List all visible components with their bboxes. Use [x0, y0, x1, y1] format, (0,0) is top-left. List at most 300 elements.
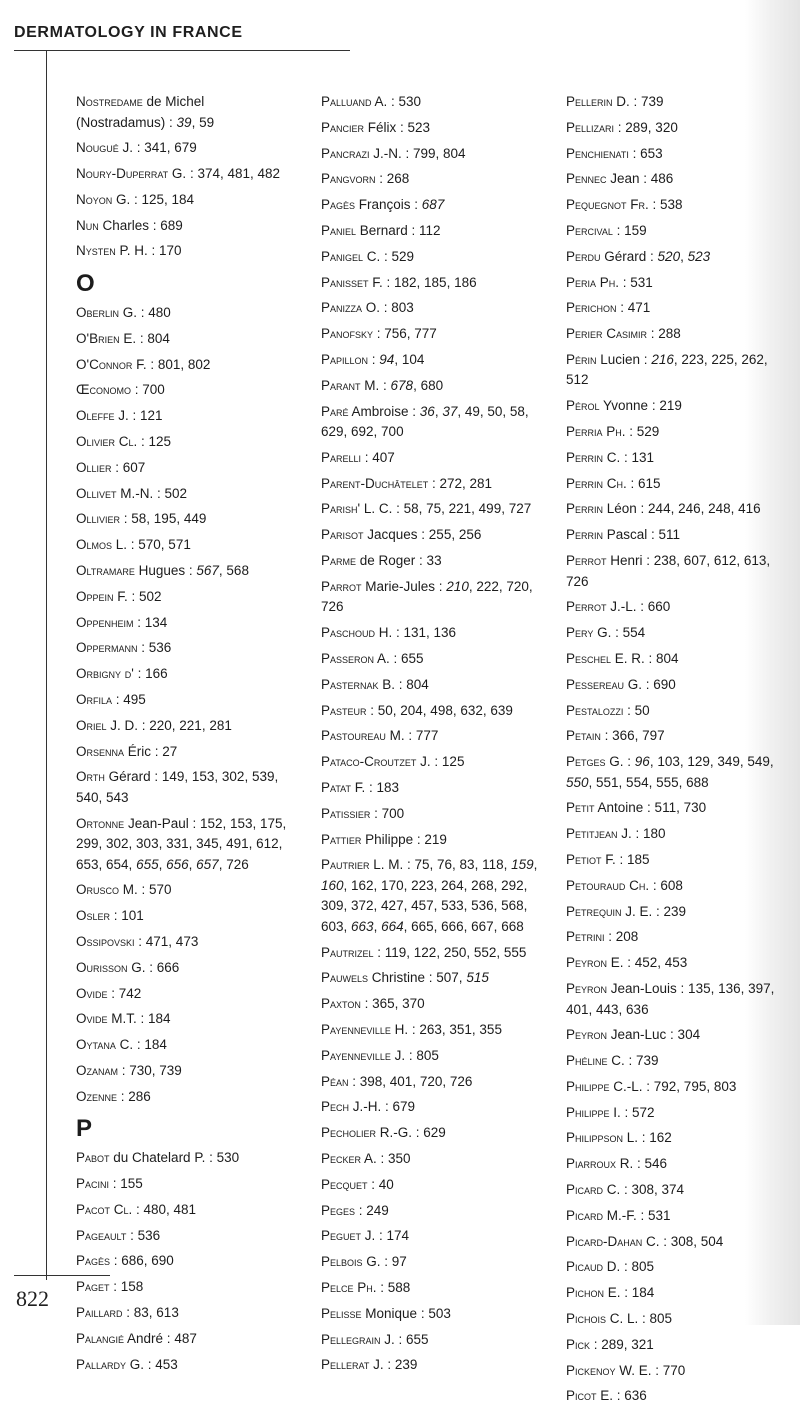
entry-pages: : 398, 401, 720, 726: [348, 1073, 473, 1089]
entry-name: Osler: [76, 908, 111, 924]
index-entry: [566, 597, 788, 618]
index-entry: [566, 1154, 788, 1175]
entry-pages: Gérard : 520, 523: [600, 248, 711, 264]
entry-name: Perrot: [566, 553, 607, 569]
entry-name: Nostredame: [76, 94, 143, 109]
entry-pages: : 182, 185, 186: [382, 274, 477, 290]
entry-pages: : 480: [137, 304, 171, 320]
entry-pages: : 536: [126, 1227, 161, 1243]
index-entry: [566, 474, 788, 495]
index-entry: [76, 355, 296, 376]
entry-pages: : 679: [381, 1099, 416, 1115]
index-entry: [321, 402, 543, 443]
entry-pages: Éric : 27: [124, 743, 178, 759]
entry-name: Pelce Ph.: [321, 1279, 377, 1295]
entry-name: Peyron: [566, 1027, 608, 1043]
entry-pages: Christine : 507, 515: [368, 970, 489, 986]
entry-name: Pecker A.: [321, 1150, 377, 1166]
entry-pages: : 546: [633, 1156, 668, 1172]
index-entry: [76, 216, 296, 237]
entry-pages: : 801, 802: [146, 356, 211, 372]
index-entry: [566, 1206, 788, 1227]
entry-pages: : 529: [625, 424, 660, 440]
entry-name: Perrot J.-L.: [566, 599, 637, 615]
entry-name: Pichon E.: [566, 1285, 621, 1301]
entry-name: Orfila: [76, 691, 113, 707]
entry-pages: : 777: [404, 728, 439, 744]
index-entry: [566, 798, 788, 819]
index-entry: [321, 1072, 543, 1093]
entry-name: Pellerin D.: [566, 94, 630, 109]
index-entry: [76, 814, 296, 876]
index-entry: [76, 984, 296, 1005]
entry-pages: Jean-Paul : 152, 153, 175, 299, 302, 303, 331, 345, 491, 612, 653, 654, 655, 656, 657, 726: [76, 815, 287, 872]
index-entry: [76, 1226, 296, 1247]
entry-name: Noury-Duperrat G.: [76, 166, 187, 182]
entry-name: Petit: [566, 800, 595, 816]
entry-name: Olivier Cl.: [76, 433, 138, 449]
entry-name: Peschel E. R.: [566, 650, 645, 666]
entry-pages: : 804: [395, 676, 429, 692]
entry-pages: : 742: [107, 985, 142, 1001]
entry-name: Panigel C.: [321, 248, 381, 264]
index-entry: [321, 1226, 543, 1247]
entry-pages: : 805: [638, 1311, 673, 1327]
entry-name: Pellizari: [566, 119, 615, 135]
entry-pages: : 184: [620, 1285, 655, 1301]
entry-name: Pattier: [321, 831, 362, 847]
entry-pages: : 162: [638, 1130, 672, 1146]
entry-pages: : 50, 204, 498, 632, 639: [366, 702, 513, 718]
index-entry: [566, 525, 788, 546]
entry-pages: du Chatelard P. : 530: [109, 1150, 240, 1166]
entry-pages: : 134: [133, 614, 168, 630]
section-letter: P: [76, 1115, 93, 1143]
entry-name: Ozanam: [76, 1063, 119, 1078]
index-entry: [321, 195, 543, 216]
entry-pages: François : 687: [355, 197, 445, 213]
entry-name: Picard-Dahan C.: [566, 1233, 660, 1249]
entry-pages: : 653: [628, 145, 663, 161]
index-entry: [76, 1174, 296, 1195]
entry-pages: André : 487: [124, 1330, 197, 1346]
index-entry: [321, 1304, 543, 1325]
entry-name: Patissier: [321, 805, 371, 821]
index-entry: [76, 1061, 296, 1082]
entry-pages: : 341, 679: [133, 140, 197, 156]
entry-pages: : 184: [136, 1011, 171, 1027]
entry-pages: Pascal : 511: [603, 527, 681, 543]
entry-pages: : 97: [380, 1254, 407, 1270]
index-entry: [76, 432, 296, 453]
index-entry: [76, 767, 296, 808]
index-entry: [76, 690, 296, 711]
index-entry: [321, 1149, 543, 1170]
entry-name: Petges G.: [566, 754, 624, 770]
entry-pages: : 184: [133, 1037, 167, 1053]
entry-pages: Gérard : 149, 153, 302, 539, 540, 543: [76, 769, 279, 805]
index-entry: [566, 551, 788, 592]
entry-name: Petouraud Ch.: [566, 877, 650, 893]
entry-name: Picard M.-F.: [566, 1207, 637, 1223]
entry-pages: : 739: [624, 1053, 659, 1069]
index-entry: [76, 380, 296, 401]
entry-pages: : 131: [620, 449, 655, 465]
entry-pages: : 75, 76, 83, 118, 159, 160, 162, 170, 223, 264, 268, 292, 309, 372, 427, 457, 533, 536, 568, 603, 663, 664, 665, 666, 667, 668: [321, 857, 538, 934]
index-entry: [566, 824, 788, 845]
index-entry: [321, 448, 543, 469]
entry-name: Paxton: [321, 996, 361, 1012]
entry-pages: : 119, 122, 250, 552, 555: [373, 944, 527, 960]
index-entry: [76, 742, 296, 763]
index-entry: [321, 118, 543, 139]
index-entry: [321, 298, 543, 319]
index-entry: [321, 1123, 543, 1144]
entry-pages: : 101: [110, 908, 144, 924]
entry-name: Peges: [321, 1202, 356, 1218]
entry-pages: : 239: [652, 903, 687, 919]
index-column-2: [321, 92, 543, 1381]
index-entry: [76, 458, 296, 479]
entry-pages: : 58, 195, 449: [120, 511, 207, 527]
index-entry: [321, 968, 543, 989]
index-entry: [76, 1303, 296, 1324]
entry-pages: : 125: [137, 433, 172, 449]
index-entry: [566, 396, 788, 417]
index-entry: [76, 561, 296, 582]
index-entry: [566, 422, 788, 443]
index-entry: [76, 613, 296, 634]
entry-pages: : 83, 613: [122, 1305, 179, 1321]
entry-name: Payenneville J.: [321, 1047, 406, 1063]
index-entry: [566, 169, 788, 190]
entry-name: Peyron: [566, 981, 608, 996]
entry-name: Panizza O.: [321, 300, 381, 316]
entry-pages: : 700: [370, 805, 405, 821]
entry-name: Pabot: [76, 1150, 110, 1166]
entry-pages: : 690: [642, 676, 676, 692]
entry-pages: Jean-Louis : 135, 136, 397, 401, 443, 636: [566, 981, 775, 1017]
entry-pages: : 366, 797: [600, 728, 665, 744]
entry-pages: : 554: [611, 625, 646, 641]
index-entry: [566, 1283, 788, 1304]
entry-name: Parent-Duchâtelet: [321, 475, 429, 491]
index-entry: [566, 752, 788, 793]
entry-pages: : 272, 281: [428, 475, 493, 491]
entry-name: Nysten P. H.: [76, 243, 148, 259]
index-entry: [321, 169, 543, 190]
index-entry: [76, 406, 296, 427]
entry-pages: : 480, 481: [132, 1201, 197, 1217]
index-entry: [566, 701, 788, 722]
entry-pages: : 263, 351, 355: [408, 1022, 502, 1037]
entry-pages: : 805: [405, 1047, 439, 1063]
entry-pages: : 125: [430, 754, 465, 770]
index-entry: [321, 1201, 543, 1222]
entry-name: Pick: [566, 1336, 591, 1352]
entry-name: Petrequin J. E.: [566, 903, 653, 919]
index-entry: [76, 509, 296, 530]
entry-pages: : 170: [147, 243, 182, 259]
entry-name: Pancier: [321, 119, 365, 135]
entry-name: Perdu: [566, 248, 601, 264]
index-entry: [321, 726, 543, 747]
index-entry: [566, 499, 788, 520]
index-entry: [76, 241, 296, 262]
entry-name: Paniel: [321, 222, 357, 238]
index-column-3: [566, 92, 788, 1412]
entry-pages: : 666: [145, 959, 180, 975]
entry-pages: Jean-Luc : 304: [607, 1027, 701, 1043]
entry-pages: : 40: [367, 1176, 394, 1192]
entry-name: Nun: [76, 217, 99, 233]
entry-name: Oppermann: [76, 640, 138, 656]
entry-name: Orsenna: [76, 743, 125, 759]
index-entry: [566, 1077, 788, 1098]
entry-pages: Hugues : 567, 568: [134, 562, 249, 578]
index-entry: [321, 1175, 543, 1196]
entry-name: Olmos L.: [76, 537, 128, 553]
entry-name: Pech J.-H.: [321, 1099, 382, 1115]
entry-pages: : 268: [375, 171, 410, 187]
entry-pages: : 50: [623, 702, 650, 718]
entry-name: Pecquet: [321, 1176, 368, 1192]
entry-pages: : 803: [380, 300, 414, 316]
index-entry: [566, 649, 788, 670]
entry-name: Ovide M.T.: [76, 1011, 137, 1027]
entry-pages: : 471: [616, 300, 651, 316]
index-entry: [321, 525, 543, 546]
index-entry: [566, 1025, 788, 1046]
entry-name: Ossipovski: [76, 934, 135, 950]
entry-pages: : 58, 75, 221, 499, 727: [392, 501, 532, 517]
entry-pages: : 159: [612, 222, 647, 238]
entry-name: Péan: [321, 1073, 349, 1089]
entry-pages: : 180: [631, 826, 666, 842]
entry-name: Pagès: [76, 1253, 111, 1269]
index-entry: [566, 623, 788, 644]
entry-pages: : 174: [375, 1228, 410, 1244]
entry-name: Oytana C.: [76, 1037, 134, 1053]
entry-pages: : 615: [626, 475, 661, 491]
entry-pages: : 531: [619, 274, 653, 290]
entry-name: Paschoud H.: [321, 625, 393, 641]
index-entry: [566, 675, 788, 696]
entry-pages: : 94, 104: [368, 351, 425, 367]
entry-pages: : 374, 481, 482: [186, 166, 281, 182]
entry-name: O'Brien E.: [76, 330, 137, 346]
index-entry: [76, 587, 296, 608]
index-entry: [321, 701, 543, 722]
entry-pages: : 686, 690: [110, 1253, 174, 1269]
entry-pages: : 502: [153, 485, 188, 501]
entry-pages: : 407: [361, 449, 395, 465]
entry-pages: : 131, 136: [392, 625, 457, 641]
entry-name: Pery G.: [566, 625, 612, 641]
footer-rule: [14, 1275, 110, 1276]
entry-pages: : 804: [644, 650, 679, 666]
entry-pages: : 208: [604, 929, 639, 945]
entry-pages: Henri : 238, 607, 612, 613, 726: [566, 553, 771, 589]
entry-pages: : 570, 571: [127, 537, 191, 553]
entry-pages: : 452, 453: [623, 955, 688, 971]
entry-pages: Jacques : 255, 256: [363, 527, 482, 543]
entry-pages: : 96, 103, 129, 349, 549, 550, 551, 554, 555, 688: [566, 754, 774, 790]
index-entry: [321, 994, 543, 1015]
entry-name: Percival: [566, 222, 613, 238]
entry-pages: : 770: [651, 1362, 686, 1378]
index-entry: [321, 499, 543, 520]
index-entry: [566, 1180, 788, 1201]
entry-name: Perrin Ch.: [566, 475, 627, 491]
entry-pages: : 570: [137, 882, 172, 898]
entry-name: Pageault: [76, 1227, 127, 1243]
entry-pages: : 183: [365, 779, 400, 795]
entry-pages: Yvonne : 219: [599, 398, 682, 414]
index-entry: [76, 303, 296, 324]
index-entry: [76, 958, 296, 979]
index-entry: [321, 623, 543, 644]
entry-pages: : 125, 184: [130, 191, 195, 207]
entry-name: Pataco-Croutzet J.: [321, 754, 431, 770]
entry-pages: : 607: [111, 459, 146, 475]
index-entry: [321, 247, 543, 268]
entry-pages: : 629: [412, 1125, 446, 1141]
index-entry: [566, 448, 788, 469]
index-entry: [321, 551, 543, 572]
entry-name: Œconomo: [76, 382, 131, 398]
entry-pages: : 655: [394, 1331, 429, 1347]
index-entry: [566, 1128, 788, 1149]
index-entry: [566, 1386, 788, 1407]
index-entry: [321, 474, 543, 495]
entry-name: Paillard: [76, 1305, 123, 1321]
entry-name: Pautrier L. M.: [321, 857, 404, 873]
index-entry: [76, 638, 296, 659]
entry-name: Paré: [321, 403, 349, 419]
entry-name: Pagès: [321, 197, 356, 213]
entry-name: Phéline C.: [566, 1053, 625, 1069]
entry-name: Oltramare: [76, 562, 135, 578]
entry-pages: : 471, 473: [134, 934, 199, 950]
entry-pages: : 588: [376, 1279, 411, 1295]
entry-pages: Philippe : 219: [361, 831, 447, 847]
entry-name: Panofsky: [321, 326, 374, 342]
index-entry: [76, 1148, 296, 1169]
index-entry: [321, 1020, 543, 1041]
entry-name: Oppenheim: [76, 614, 134, 630]
entry-pages: : 288: [647, 326, 681, 342]
index-entry: [321, 1355, 543, 1376]
entry-pages: : 289, 321: [590, 1336, 654, 1352]
entry-name: Picard C.: [566, 1182, 621, 1198]
entry-pages: : 799, 804: [401, 145, 466, 161]
entry-name: Pecholier R.-G.: [321, 1125, 413, 1141]
index-column-1: [76, 92, 296, 1380]
entry-pages: Léon : 244, 246, 248, 416: [603, 501, 761, 517]
entry-name: Petitjean J.: [566, 826, 632, 842]
index-entry: [76, 164, 296, 185]
entry-name: Pellegrain J.: [321, 1331, 395, 1347]
entry-pages: : 730, 739: [118, 1063, 182, 1078]
running-head: DERMATOLOGY IN FRANCE: [14, 24, 243, 41]
entry-name: Perrin C.: [566, 449, 621, 465]
index-entry: [76, 1277, 296, 1298]
entry-name: Paget: [76, 1279, 110, 1295]
index-entry: [76, 932, 296, 953]
entry-name: Oriel J. D.: [76, 717, 139, 733]
entry-pages: : 572: [620, 1104, 655, 1120]
index-entry: [76, 138, 296, 159]
index-entry: [566, 1103, 788, 1124]
index-entry: [321, 804, 543, 825]
entry-pages: : 538: [648, 197, 683, 213]
entry-name: Ollivet M.-N.: [76, 485, 154, 501]
entry-name: Picot E.: [566, 1388, 614, 1404]
entry-name: Pelisse: [321, 1305, 362, 1321]
index-entry: [76, 329, 296, 350]
entry-name: Noyon G.: [76, 191, 131, 207]
entry-pages: Bernard : 112: [356, 222, 441, 238]
entry-name: Peria Ph.: [566, 274, 620, 290]
entry-name: Perichon: [566, 300, 617, 316]
entry-name: Petrini: [566, 929, 605, 945]
entry-name: Pautrizel: [321, 944, 374, 960]
entry-name: Pequegnot Fr.: [566, 197, 649, 213]
index-entry: [321, 324, 543, 345]
header-rule: [14, 50, 350, 51]
index-entry: [321, 752, 543, 773]
entry-name: Palluand A.: [321, 94, 388, 109]
entry-name: Ollivier: [76, 511, 121, 527]
entry-pages: : 308, 504: [659, 1233, 724, 1249]
index-entry: [566, 144, 788, 165]
entry-pages: : 536: [137, 640, 172, 656]
index-entry: [76, 535, 296, 556]
index-entry: [321, 943, 543, 964]
entry-name: Perrin: [566, 527, 604, 543]
index-entry: [566, 850, 788, 871]
index-entry: [321, 1252, 543, 1273]
entry-name: Petiot F.: [566, 852, 616, 868]
index-entry: [321, 221, 543, 242]
index-entry: [566, 876, 788, 897]
index-entry: [566, 118, 788, 139]
index-entry: [321, 577, 543, 618]
entry-pages: : 249: [355, 1202, 389, 1218]
entry-name: Pérol: [566, 398, 600, 414]
entry-pages: : 289, 320: [614, 119, 678, 135]
index-entry: [566, 953, 788, 974]
index-entry: [566, 927, 788, 948]
index-entry: [321, 855, 543, 937]
entry-name: Parant M.: [321, 377, 380, 393]
index-entry: [76, 92, 296, 133]
entry-name: Orth: [76, 769, 105, 785]
index-entry: [76, 1200, 296, 1221]
entry-name: Orusco M.: [76, 882, 138, 898]
index-entry: [76, 1087, 296, 1108]
entry-pages: : 158: [109, 1279, 144, 1295]
entry-pages: Ambroise : 36, 37, 49, 50, 58, 629, 692, 700: [321, 403, 529, 440]
index-entry: [76, 484, 296, 505]
index-entry: [76, 190, 296, 211]
index-entry: [566, 1257, 788, 1278]
entry-name: Oppein F.: [76, 588, 128, 604]
index-entry: [321, 1278, 543, 1299]
entry-name: Oleffe J.: [76, 408, 129, 424]
index-entry: [566, 726, 788, 747]
